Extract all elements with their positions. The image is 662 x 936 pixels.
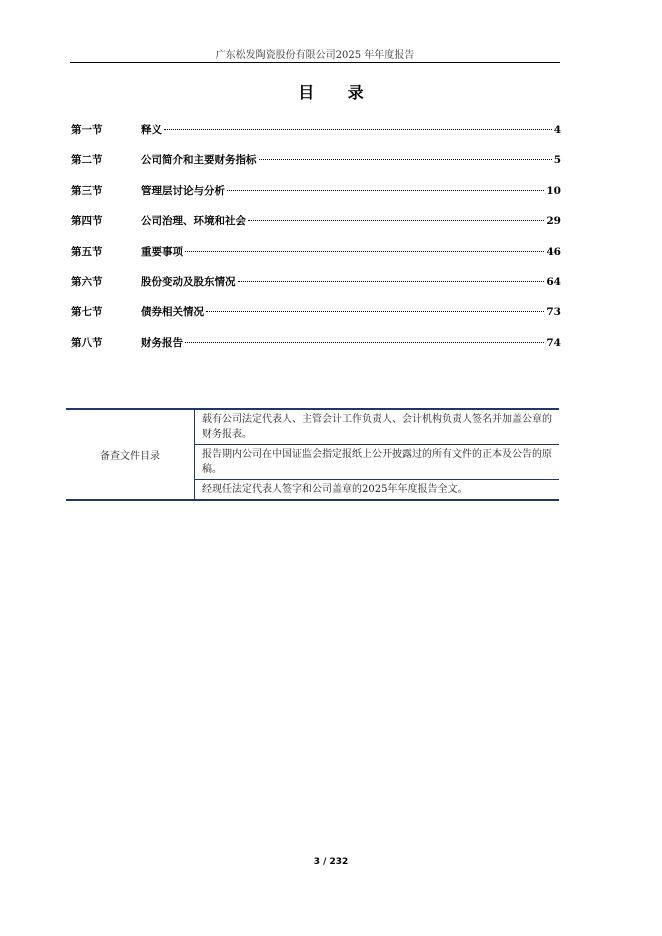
toc-entry[interactable] <box>71 304 561 334</box>
header-rule <box>70 62 560 63</box>
toc-page-number: 46 <box>546 245 561 258</box>
page-number: 3 / 232 <box>313 857 349 867</box>
reference-documents-heading: 备查文件目录 <box>66 409 195 500</box>
toc-section-label: 债券相关情况 <box>141 306 204 319</box>
reference-document-item: 载有公司法定代表人、主管会计工作负责人、会计机构负责人签名并加盖公章的财务报表。 <box>195 409 560 445</box>
toc-section-label: 重要事项 <box>141 245 183 258</box>
toc-list <box>71 122 561 365</box>
toc-section-label: 管理层讨论与分析 <box>141 184 225 197</box>
toc-entry[interactable] <box>71 183 561 213</box>
toc-leader-dots <box>164 129 552 130</box>
reference-document-item: 报告期内公司在中国证监会指定报纸上公开披露过的所有文件的正本及公告的原稿。 <box>195 445 560 480</box>
toc-section-number: 第五节 <box>71 245 103 258</box>
toc-page-number: 5 <box>553 154 561 167</box>
toc-page-number: 10 <box>546 184 561 197</box>
toc-page-number: 4 <box>553 124 561 136</box>
toc-entry[interactable] <box>71 152 561 182</box>
toc-page-number: 73 <box>546 306 561 319</box>
toc-section-label: 股份变动及股东情况 <box>141 275 236 288</box>
toc-leader-dots <box>185 251 544 252</box>
toc-leader-dots <box>248 220 544 221</box>
toc-page-number: 74 <box>546 336 561 349</box>
toc-section-number: 第二节 <box>71 154 103 167</box>
toc-entry[interactable] <box>71 335 561 365</box>
toc-section-number: 第四节 <box>71 215 103 228</box>
toc-leader-dots <box>238 281 545 282</box>
toc-page-number: 64 <box>546 275 561 288</box>
toc-section-number: 第三节 <box>71 184 103 197</box>
toc-section-number: 第一节 <box>71 124 103 136</box>
toc-section-label: 公司治理、环境和社会 <box>141 215 246 228</box>
toc-section-label: 公司简介和主要财务指标 <box>141 154 257 167</box>
toc-section-number: 第八节 <box>71 336 103 349</box>
toc-leader-dots <box>259 159 552 160</box>
toc-entry[interactable] <box>71 274 561 304</box>
toc-section-label: 释义 <box>141 124 162 136</box>
reference-document-item: 经现任法定代表人签字和公司盖章的2025年年度报告全文。 <box>195 480 560 501</box>
toc-section-label: 财务报告 <box>141 336 183 349</box>
toc-section-number: 第六节 <box>71 275 103 288</box>
reference-documents-table <box>66 408 559 501</box>
toc-page-number: 29 <box>546 215 561 228</box>
toc-leader-dots <box>185 342 544 343</box>
toc-leader-dots <box>227 190 544 191</box>
toc-entry[interactable] <box>71 213 561 243</box>
toc-entry[interactable] <box>71 122 561 152</box>
toc-section-number: 第七节 <box>71 306 103 319</box>
toc-leader-dots <box>206 311 544 312</box>
toc-entry[interactable] <box>71 244 561 274</box>
report-header: 广东松发陶瓷股份有限公司2025 年年度报告 <box>215 50 415 61</box>
toc-title: 目 录 <box>298 83 378 102</box>
